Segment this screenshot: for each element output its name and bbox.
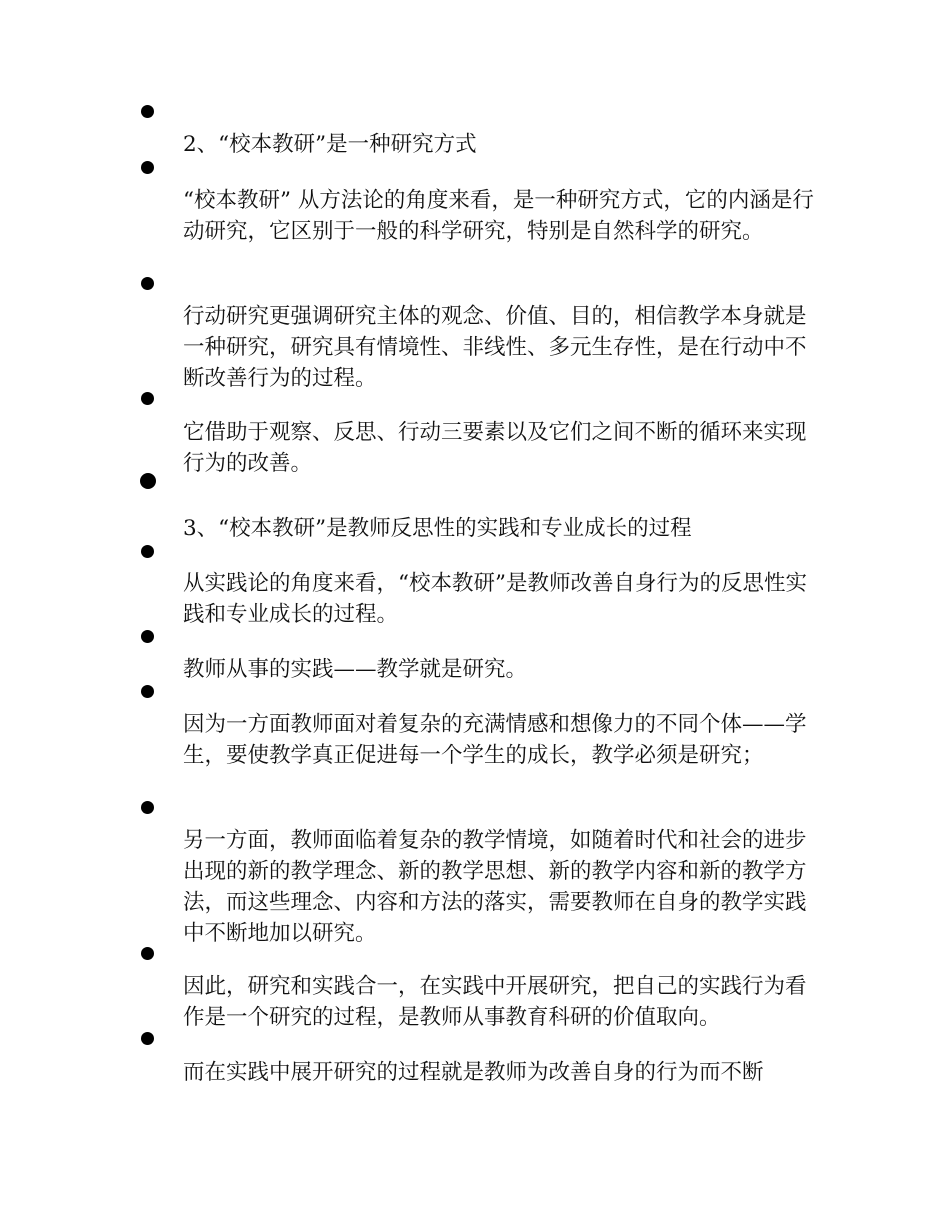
bullet-icon <box>141 801 154 814</box>
paragraph: 另一方面，教师面临着复杂的教学情境，如随着时代和社会的进步出现的新的教学理念、新的教学思想、新的教学内容和新的教学方法，而这些理念、内容和方法的落实，需要教师在自身的教学实践中不断地加以研究。 <box>183 828 807 946</box>
bullet-icon <box>141 392 154 405</box>
bullet-icon <box>141 105 154 118</box>
paragraph: 教师从事的实践——教学就是研究。 <box>183 657 528 682</box>
bullet-icon <box>141 1032 154 1045</box>
section-heading: 3、“校本教研”是教师反思性的实践和专业成长的过程 <box>183 516 692 541</box>
paragraph: 而在实践中展开研究的过程就是教师为改善自身的行为而不断 <box>183 1060 764 1085</box>
section-heading: 2、“校本教研”是一种研究方式 <box>183 132 477 157</box>
bullet-icon <box>141 277 154 290</box>
bullet-icon <box>141 947 154 960</box>
bullet-icon <box>141 161 154 174</box>
paragraph: 它借助于观察、反思、行动三要素以及它们之间不断的循环来实现行为的改善。 <box>183 420 807 476</box>
paragraph: 行动研究更强调研究主体的观念、价值、目的，相信教学本身就是一种研究，研究具有情境性、非线性、多元生存性，是在行动中不断改善行为的过程。 <box>183 304 807 391</box>
bullet-icon <box>141 685 154 698</box>
bullet-icon <box>141 630 154 643</box>
bullet-icon <box>141 545 154 558</box>
paragraph: 因此，研究和实践合一，在实践中开展研究，把自己的实践行为看作是一个研究的过程，是教师从事教育科研的价值取向。 <box>183 974 807 1030</box>
bullet-icon <box>140 473 156 489</box>
paragraph: “校本教研” 从方法论的角度来看，是一种研究方式，它的内涵是行动研究，它区别于一般的科学研究，特别是自然科学的研究。 <box>183 188 814 244</box>
paragraph: 因为一方面教师面对着复杂的充满情感和想像力的不同个体——学生，要使教学真正促进每一个学生的成长，教学必须是研究； <box>183 712 807 768</box>
paragraph: 从实践论的角度来看，“校本教研”是教师改善自身行为的反思性实践和专业成长的过程。 <box>183 571 807 627</box>
